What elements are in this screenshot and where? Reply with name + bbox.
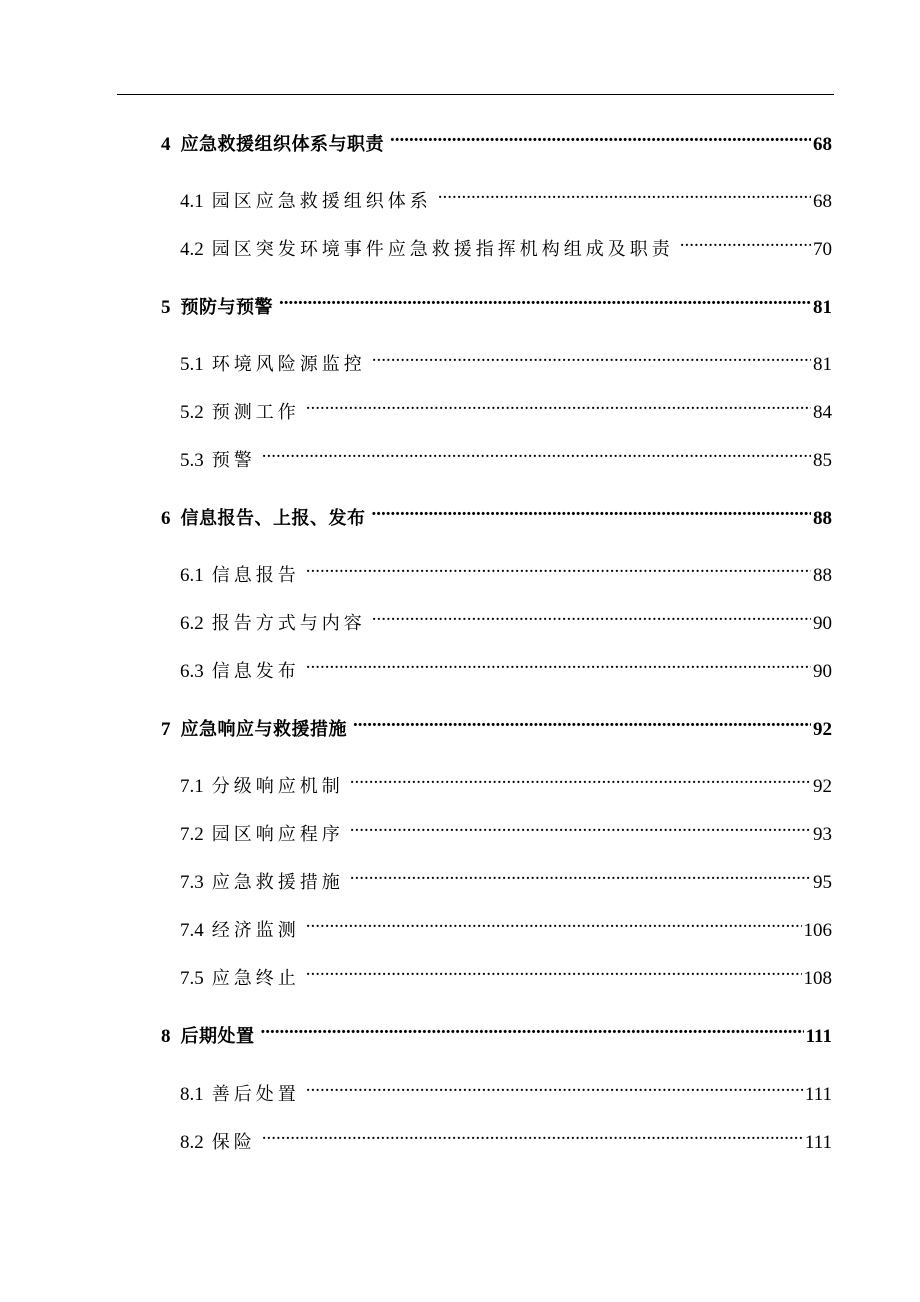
toc-entry-number: 7.1 <box>180 776 204 797</box>
toc-dot-leader <box>306 908 802 936</box>
toc-dot-leader <box>306 1072 803 1100</box>
toc-entry-6-1[interactable] <box>180 553 832 586</box>
toc-entry-page: 81 <box>813 297 832 318</box>
toc-entry-title: 经济监测 <box>211 920 300 941</box>
toc-entry-number: 8 <box>161 1026 171 1047</box>
toc-entry-number: 6.2 <box>180 613 204 634</box>
toc-dot-leader <box>350 860 811 888</box>
toc-entry-page: 90 <box>813 613 832 634</box>
toc-entry-number: 5.2 <box>180 402 204 423</box>
toc-entry-page: 88 <box>813 565 832 586</box>
toc-entry-title: 信息报告 <box>211 565 300 586</box>
toc-entry-8-2[interactable] <box>180 1120 832 1153</box>
toc-entry-7-5[interactable] <box>180 956 832 989</box>
toc-entry-6-3[interactable] <box>180 649 832 682</box>
toc-entry-page: 93 <box>813 824 832 845</box>
toc-entry-number: 4.2 <box>180 239 204 260</box>
toc-entry-title: 应急终止 <box>211 968 300 989</box>
toc-entry-page: 95 <box>813 872 832 893</box>
toc-entry-page: 92 <box>813 719 832 740</box>
toc-entry-page: 108 <box>803 968 832 989</box>
toc-dot-leader <box>372 342 811 370</box>
toc-entry-7-3[interactable] <box>180 860 832 893</box>
toc-entry-number: 6.1 <box>180 565 204 586</box>
toc-entry-title: 善后处置 <box>211 1084 300 1105</box>
toc-dot-leader <box>262 438 811 466</box>
toc-entry-title: 园区突发环境事件应急救援指挥机构组成及职责 <box>211 239 674 260</box>
toc-entry-number: 6 <box>161 508 171 529</box>
toc-dot-leader <box>680 227 811 255</box>
toc-entry-title: 园区响应程序 <box>211 824 344 845</box>
toc-entry-title: 后期处置 <box>180 1026 255 1047</box>
toc-entry-6[interactable] <box>161 496 832 529</box>
toc-entry-number: 5.3 <box>180 450 204 471</box>
toc-entry-page: 88 <box>813 508 832 529</box>
toc-dot-leader <box>306 553 811 581</box>
toc-entry-7-2[interactable] <box>180 812 832 845</box>
toc-entry-8[interactable] <box>161 1014 832 1047</box>
toc-entry-page: 111 <box>804 1084 832 1105</box>
toc-entry-7-1[interactable] <box>180 764 832 797</box>
toc-entry-title: 信息报告、上报、发布 <box>180 508 366 529</box>
toc-entry-number: 5.1 <box>180 354 204 375</box>
toc-entry-title: 应急救援措施 <box>211 872 344 893</box>
toc-entry-page: 84 <box>813 402 832 423</box>
toc-entry-page: 68 <box>813 134 832 155</box>
toc-dot-leader <box>372 601 811 629</box>
toc-entry-4[interactable] <box>161 122 832 155</box>
toc-dot-leader <box>438 179 811 207</box>
toc-entry-title: 报告方式与内容 <box>211 613 366 634</box>
toc-entry-title: 环境风险源监控 <box>211 354 366 375</box>
toc-entry-title: 信息发布 <box>211 661 300 682</box>
toc-entry-page: 85 <box>813 450 832 471</box>
toc-entry-number: 7.4 <box>180 920 204 941</box>
toc-entry-6-2[interactable] <box>180 601 832 634</box>
toc-dot-leader <box>353 707 811 735</box>
toc-entry-page: 111 <box>804 1132 832 1153</box>
toc-entry-number: 5 <box>161 297 171 318</box>
toc-dot-leader <box>350 764 811 792</box>
toc-dot-leader <box>306 390 811 418</box>
toc-dot-leader <box>261 1014 804 1042</box>
toc-entry-title: 保险 <box>211 1132 256 1153</box>
toc-entry-title: 应急响应与救援措施 <box>180 719 347 740</box>
toc-entry-title: 应急救援组织体系与职责 <box>180 134 384 155</box>
toc-entry-page: 70 <box>813 239 832 260</box>
toc-entry-page: 90 <box>813 661 832 682</box>
toc-entry-number: 8.1 <box>180 1084 204 1105</box>
toc-dot-leader <box>279 285 811 313</box>
toc-dot-leader <box>350 812 811 840</box>
toc-entry-title: 园区应急救援组织体系 <box>211 191 432 212</box>
toc-entry-number: 8.2 <box>180 1132 204 1153</box>
toc-entry-5[interactable] <box>161 285 832 318</box>
toc-entry-title: 预防与预警 <box>180 297 273 318</box>
toc-entry-page: 106 <box>803 920 832 941</box>
toc-entry-5-3[interactable] <box>180 438 832 471</box>
toc-entry-7-4[interactable] <box>180 908 832 941</box>
toc-dot-leader <box>306 956 802 984</box>
toc-dot-leader <box>262 1120 803 1148</box>
toc-dot-leader <box>390 122 811 150</box>
toc-entry-4-2[interactable] <box>180 227 832 260</box>
toc-entry-7[interactable] <box>161 707 832 740</box>
toc-entry-page: 81 <box>813 354 832 375</box>
toc-entry-number: 7.3 <box>180 872 204 893</box>
toc-entry-4-1[interactable] <box>180 179 832 212</box>
toc-entry-title: 预警 <box>211 450 256 471</box>
toc-entry-number: 7.5 <box>180 968 204 989</box>
toc-entry-page: 92 <box>813 776 832 797</box>
toc-entry-page: 68 <box>813 191 832 212</box>
toc-entry-8-1[interactable] <box>180 1072 832 1105</box>
toc-entry-title: 预测工作 <box>211 402 300 423</box>
toc-entry-number: 4.1 <box>180 191 204 212</box>
toc-entry-number: 6.3 <box>180 661 204 682</box>
toc-dot-leader <box>306 649 811 677</box>
toc-entry-5-1[interactable] <box>180 342 832 375</box>
toc-dot-leader <box>372 496 812 524</box>
toc-entry-5-2[interactable] <box>180 390 832 423</box>
toc-entry-number: 7.2 <box>180 824 204 845</box>
toc-entry-number: 7 <box>161 719 171 740</box>
toc-entry-title: 分级响应机制 <box>211 776 344 797</box>
toc-entry-number: 4 <box>161 134 171 155</box>
toc-entry-page: 111 <box>805 1026 832 1047</box>
